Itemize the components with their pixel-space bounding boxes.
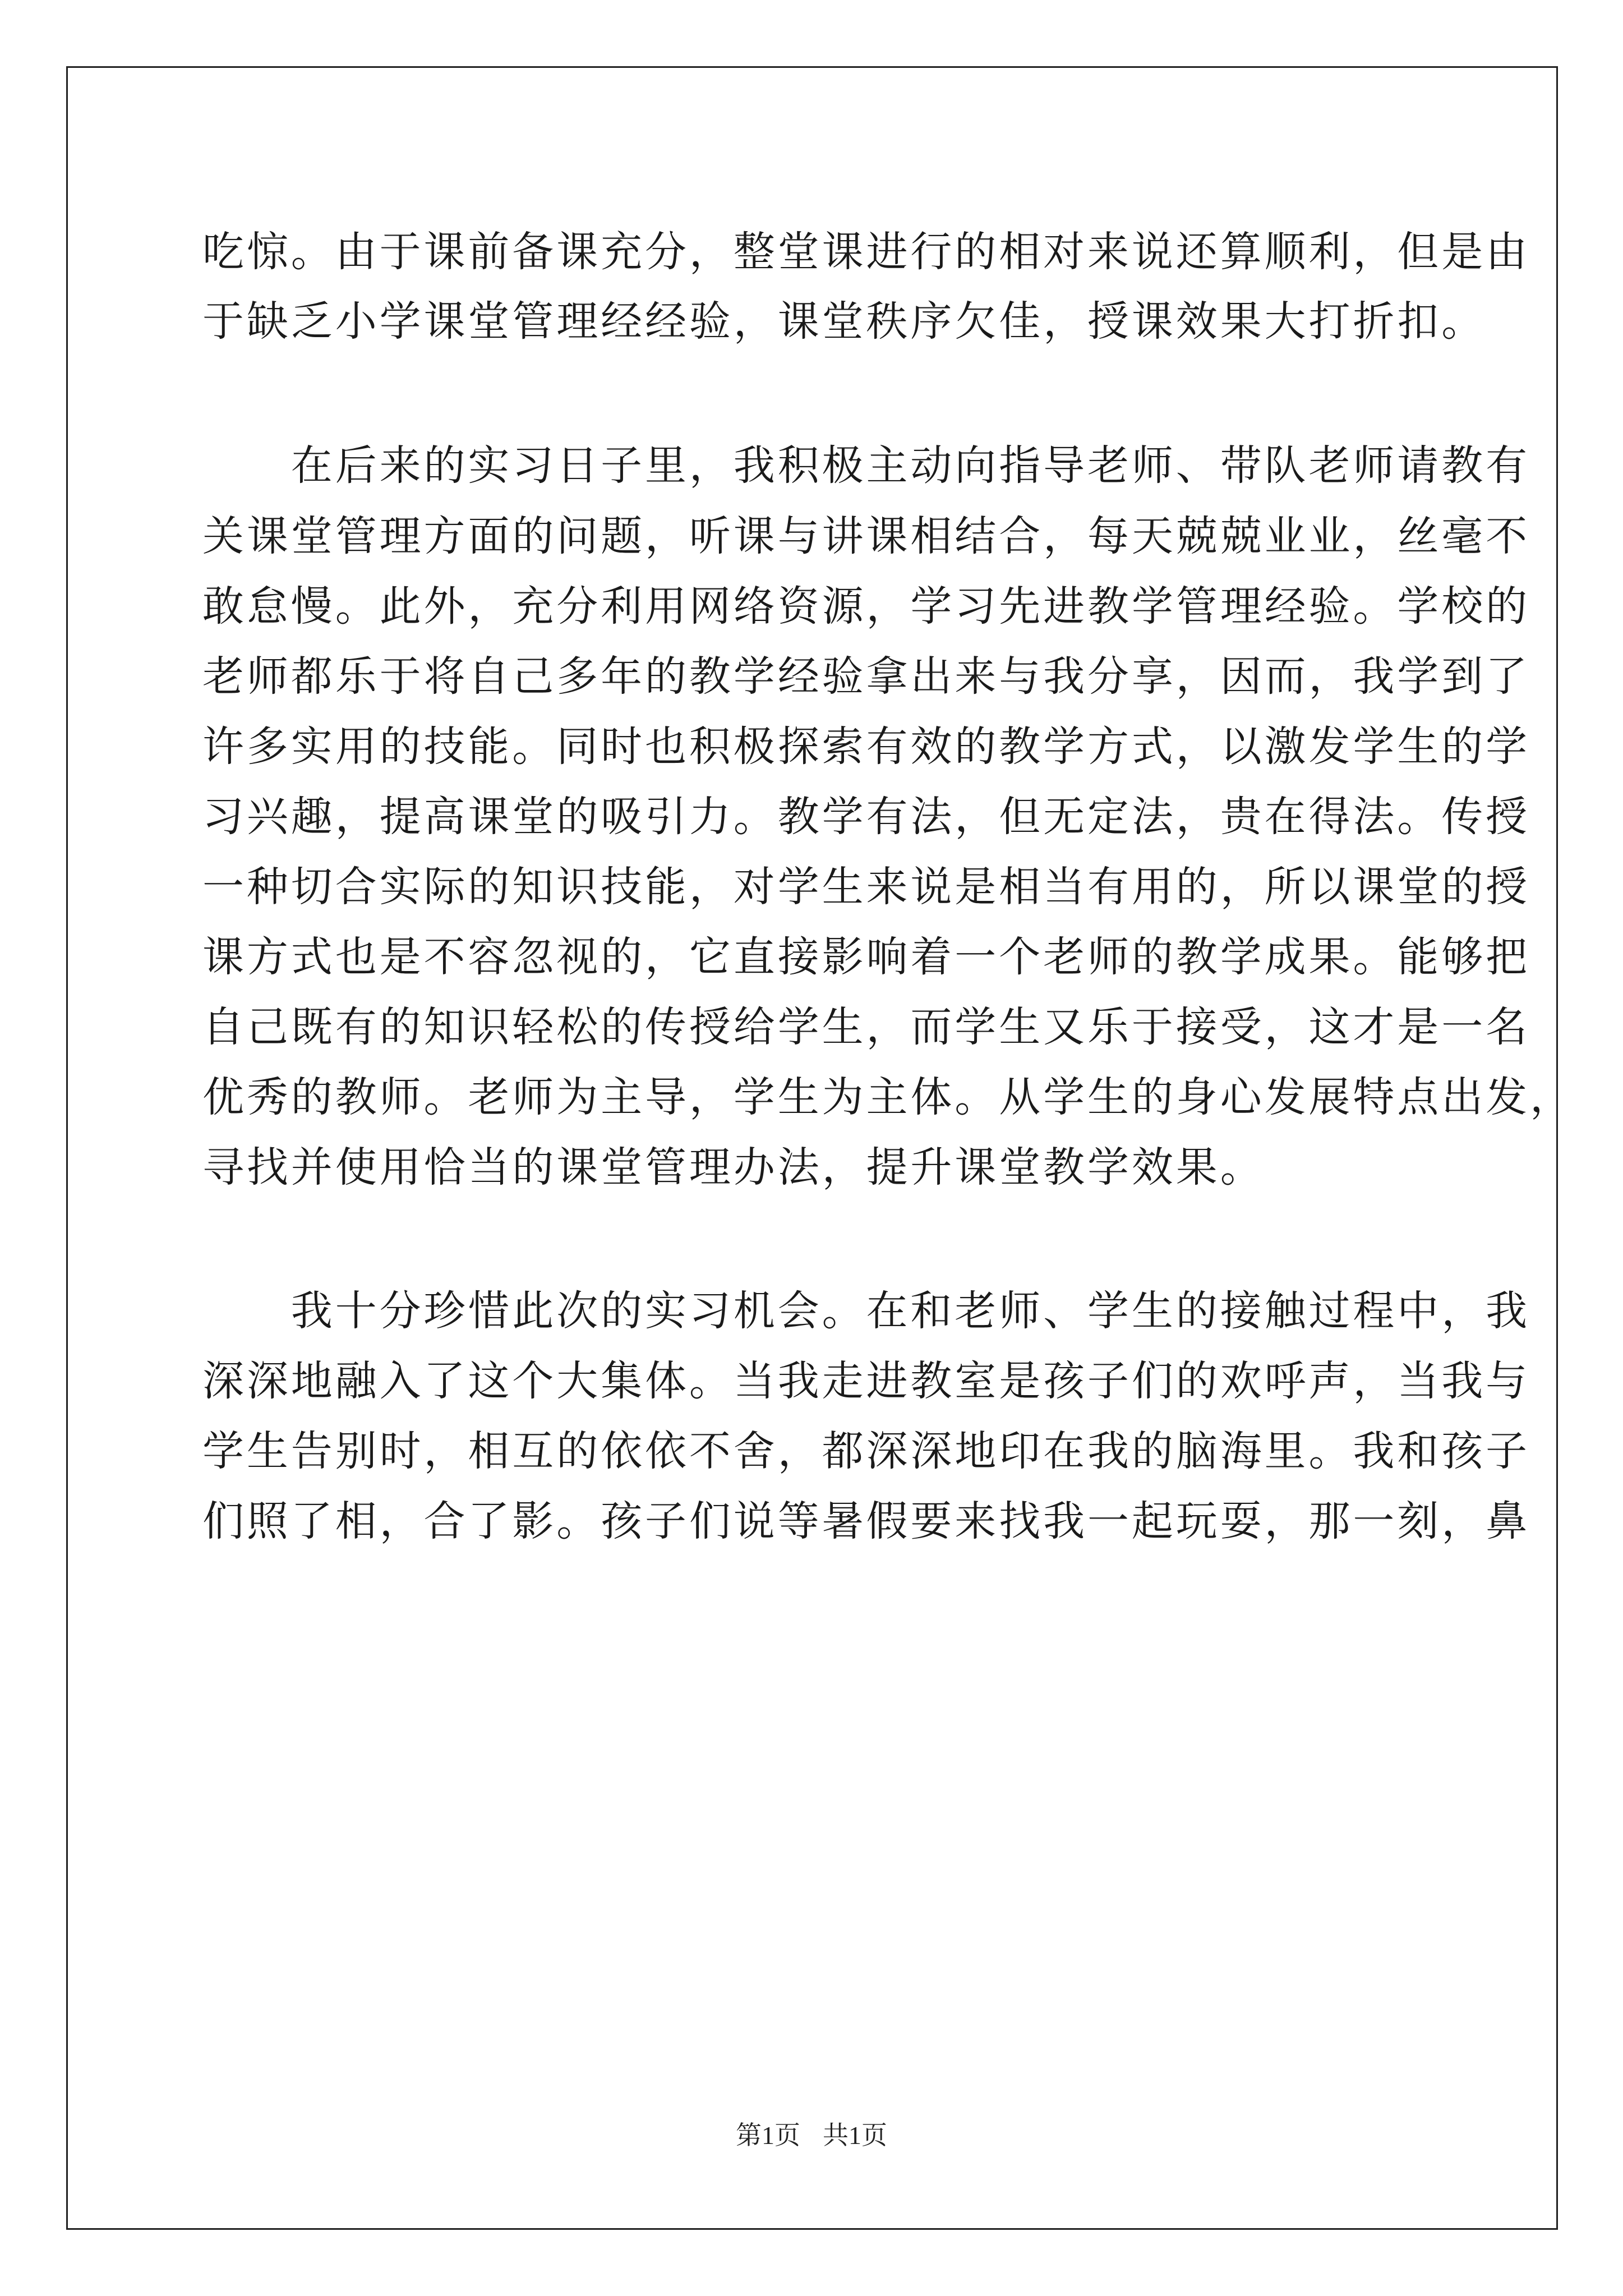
text-line: 关课堂管理方面的问题，听课与讲课相结合，每天兢兢业业，丝毫不 bbox=[202, 512, 1530, 560]
text-line: 们照了相，合了影。孩子们说等暑假要来找我一起玩耍，那一刻，鼻 bbox=[202, 1497, 1530, 1545]
text-line: 一种切合实际的知识技能，对学生来说是相当有用的，所以课堂的授 bbox=[202, 863, 1530, 911]
text-line: 自己既有的知识轻松的传授给学生，而学生又乐于接受，这才是一名 bbox=[202, 1003, 1530, 1051]
text-line: 我十分珍惜此次的实习机会。在和老师、学生的接触过程中，我 bbox=[202, 1287, 1530, 1335]
text-line: 于缺乏小学课堂管理经经验，课堂秩序欠佳，授课效果大打折扣。 bbox=[202, 297, 1486, 346]
text-line: 深深地融入了这个大集体。当我走进教室是孩子们的欢呼声，当我与 bbox=[202, 1357, 1530, 1405]
text-line: 许多实用的技能。同时也积极探索有效的教学方式，以激发学生的学 bbox=[202, 723, 1530, 771]
page-number: 第1页 bbox=[736, 2121, 800, 2150]
text-line: 习兴趣，提高课堂的吸引力。教学有法，但无定法，贵在得法。传授 bbox=[202, 793, 1530, 841]
text-line: 寻找并使用恰当的课堂管理办法，提升课堂教学效果。 bbox=[202, 1143, 1265, 1191]
text-line: 在后来的实习日子里，我积极主动向指导老师、带队老师请教有 bbox=[202, 441, 1530, 490]
text-line: 吃惊。由于课前备课充分，整堂课进行的相对来说还算顺利，但是由 bbox=[202, 228, 1530, 276]
text-line: 课方式也是不容忽视的，它直接影响着一个老师的教学成果。能够把 bbox=[202, 933, 1530, 981]
text-line: 学生告别时，相互的依依不舍，都深深地印在我的脑海里。我和孩子 bbox=[202, 1427, 1530, 1475]
page-footer bbox=[0, 2115, 1623, 2152]
text-line: 敢怠慢。此外，充分利用网络资源，学习先进教学管理经验。学校的 bbox=[202, 582, 1530, 631]
page-total: 共1页 bbox=[823, 2121, 887, 2150]
text-line: 老师都乐于将自己多年的教学经验拿出来与我分享，因而，我学到了 bbox=[202, 652, 1530, 701]
text-line: 优秀的教师。老师为主导，学生为主体。从学生的身心发展特点出发， bbox=[202, 1073, 1574, 1121]
